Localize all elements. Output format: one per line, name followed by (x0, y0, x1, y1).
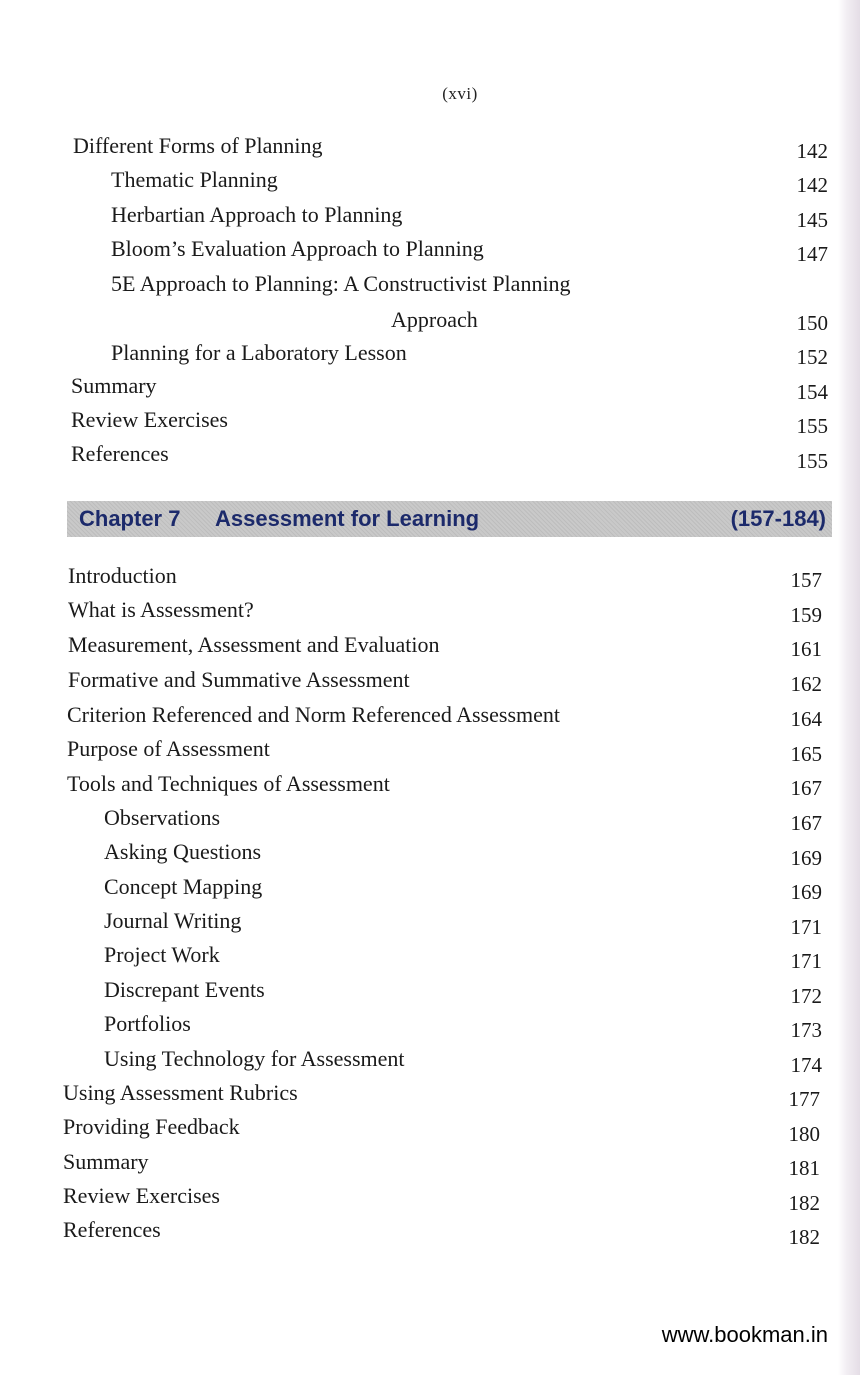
toc-entry-title[interactable]: Criterion Referenced and Norm Referenced Assessment (67, 702, 560, 727)
toc-entry-title[interactable]: Purpose of Assessment (67, 736, 270, 761)
toc-entry-title[interactable]: Asking Questions (104, 839, 262, 864)
page-number: (xvi) (442, 84, 478, 103)
toc-entry-page: 171 (790, 949, 822, 973)
toc-entry-page: 164 (790, 707, 822, 731)
toc-entry-title[interactable]: Herbartian Approach to Planning (111, 202, 403, 227)
toc-entry-title[interactable]: Using Technology for Assessment (104, 1046, 405, 1071)
toc-entry-page: 162 (790, 672, 822, 696)
toc-entry-title[interactable]: Thematic Planning (111, 167, 278, 192)
toc-entry-title[interactable]: Using Assessment Rubrics (63, 1080, 298, 1105)
page-spine-shadow (838, 0, 860, 1375)
toc-entry-page: 145 (796, 208, 828, 232)
toc-entry-page: 152 (796, 345, 828, 369)
chapter-number: Chapter 7 (79, 506, 181, 531)
toc-entry-page: 182 (788, 1225, 820, 1249)
chapter-heading[interactable] (67, 501, 832, 537)
toc-entry-page: 180 (788, 1122, 820, 1146)
chapter-page-range: (157-184) (730, 506, 826, 531)
toc-entry-page: 177 (788, 1087, 820, 1111)
toc-entry-title[interactable]: Measurement, Assessment and Evaluation (68, 632, 440, 657)
toc-entry-title[interactable]: Providing Feedback (63, 1114, 240, 1139)
toc-entry-title[interactable]: Portfolios (104, 1011, 191, 1036)
toc-entry-page: 147 (796, 242, 828, 266)
toc-entry-page: 142 (796, 173, 828, 197)
toc-entry-page: 161 (790, 637, 822, 661)
toc-entry-title[interactable]: Bloom’s Evaluation Approach to Planning (111, 236, 484, 261)
toc-entry-page: 167 (790, 776, 822, 800)
toc-entry-page: 167 (790, 811, 822, 835)
toc-entry-page: 172 (790, 984, 822, 1008)
toc-entry-page: 155 (796, 414, 828, 438)
toc-entry-title[interactable]: Summary (63, 1149, 149, 1174)
toc-entry-title[interactable]: Planning for a Laboratory Lesson (111, 340, 407, 365)
toc-entry-page: 157 (790, 568, 822, 592)
toc-entry-title[interactable]: Tools and Techniques of Assessment (67, 771, 390, 796)
publisher-url[interactable]: www.bookman.in (661, 1322, 828, 1347)
toc-entry-page: 165 (790, 742, 822, 766)
toc-entry-page: 171 (790, 915, 822, 939)
toc-entry-title[interactable]: Formative and Summative Assessment (68, 667, 410, 692)
toc-entry-title[interactable]: Introduction (68, 563, 177, 588)
toc-entry-page: 150 (796, 311, 828, 335)
toc-entry-title[interactable]: Summary (71, 373, 157, 398)
toc-entry-title-continued[interactable]: Approach (391, 307, 478, 332)
toc-entry-title[interactable]: References (71, 441, 169, 466)
toc-entry-title[interactable]: Review Exercises (63, 1183, 220, 1208)
toc-entry-title[interactable]: Discrepant Events (104, 977, 265, 1002)
toc-entry-title[interactable]: References (63, 1217, 161, 1242)
toc-entry-title[interactable]: Observations (104, 805, 221, 830)
toc-entry-title[interactable]: Review Exercises (71, 407, 228, 432)
toc-entry-page: 182 (788, 1191, 820, 1215)
toc-entry-title[interactable]: Journal Writing (104, 908, 242, 933)
toc-entry-title[interactable]: What is Assessment? (68, 597, 254, 622)
toc-entry-title[interactable]: Concept Mapping (104, 874, 263, 899)
toc-entry-page: 173 (790, 1018, 822, 1042)
toc-entry-page: 155 (796, 449, 828, 473)
toc-entry-title[interactable]: Different Forms of Planning (73, 133, 323, 158)
toc-entry-page: 181 (788, 1156, 820, 1180)
toc-entry-page: 142 (796, 139, 828, 163)
toc-entry-page: 169 (790, 846, 822, 870)
toc-entry-page: 159 (790, 603, 822, 627)
chapter-title: Assessment for Learning (215, 506, 480, 531)
toc-entry-page: 169 (790, 880, 822, 904)
toc-entry-title[interactable]: 5E Approach to Planning: A Constructivist Planning (111, 271, 571, 296)
toc-entry-page: 174 (790, 1053, 822, 1077)
toc-entry-title[interactable]: Project Work (104, 942, 220, 967)
toc-entry-page: 154 (796, 380, 828, 404)
